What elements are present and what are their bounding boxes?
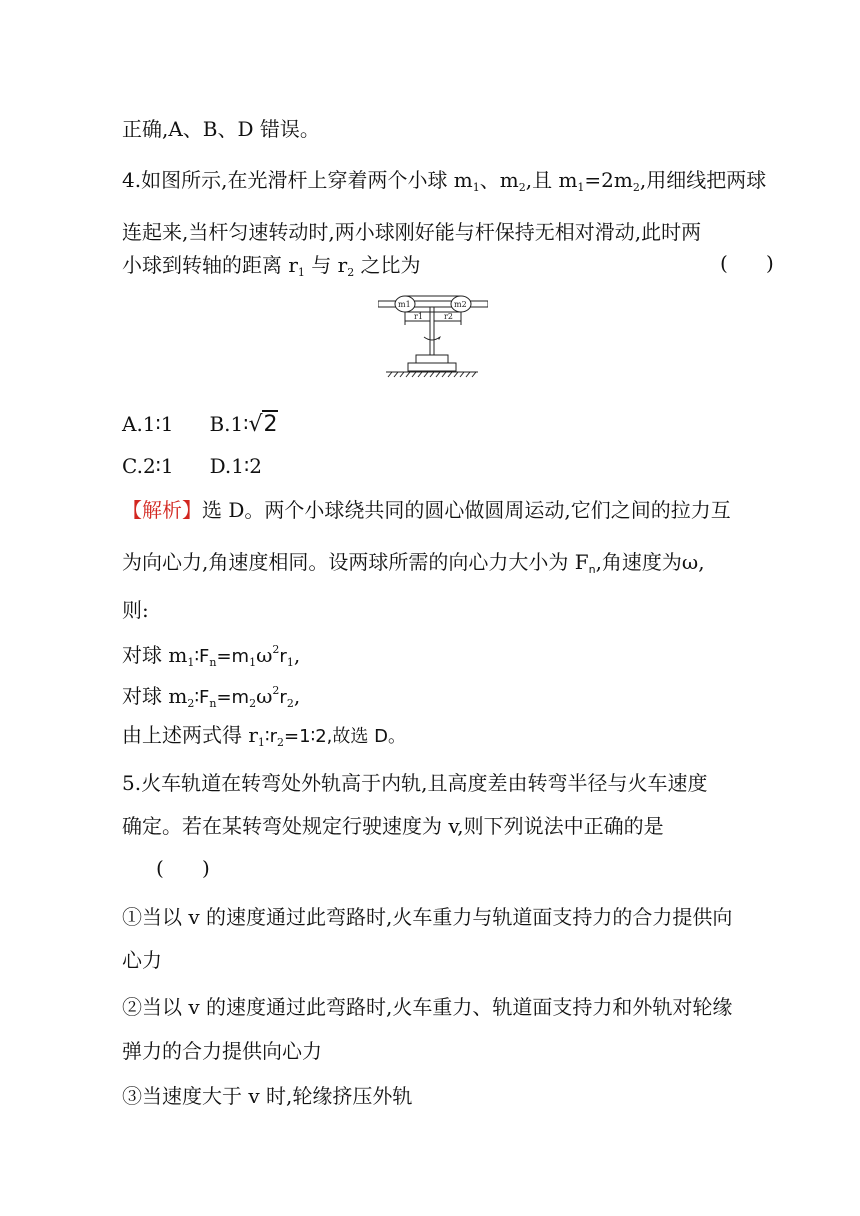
text-line: 正确,A、B、D 错误。	[122, 117, 320, 141]
label-r2: r2	[444, 312, 453, 321]
answer-bracket: ( )	[156, 856, 210, 880]
analysis-line: 则:	[122, 598, 149, 622]
answer-bracket: ( )	[720, 251, 774, 275]
statement-3: ③当速度大于 v 时,轮缘挤压外轨	[122, 1084, 413, 1108]
equation-line: 对球 $m_2∶F_n=m_2\omega^2r_2$,	[122, 684, 301, 710]
analysis-line: 为向心力,角速度相同。设两球所需的向心力大小为 $F_n$,角速度为ω,	[122, 550, 705, 576]
statement-1: 心力	[122, 948, 162, 972]
rotating-rod-figure	[378, 293, 488, 383]
question-5-line: 确定。若在某转弯处规定行驶速度为 v,则下列说法中正确的是	[122, 814, 664, 838]
option-b: B.1∶	[209, 412, 249, 436]
equation-line: 对球 $m_1∶F_n=m_1\omega^2r_1$,	[122, 643, 301, 669]
label-m2: m2	[454, 300, 467, 309]
statement-2: ②当以 v 的速度通过此弯路时,火车重力、轨道面支持力和外轨对轮缘	[122, 995, 733, 1019]
question-5-line: 5.火车轨道在转弯处外轨高于内轨,且高度差由转弯半径与火车速度	[122, 771, 708, 795]
label-m1: m1	[398, 300, 411, 309]
option-d: D.1∶2	[209, 454, 262, 478]
label-r1: r1	[414, 312, 423, 321]
sqrt-icon: √	[248, 412, 263, 437]
question-4-line: 小球到转轴的距离 $r_1$ 与 $r_2$ 之比为	[122, 253, 421, 279]
options-line	[122, 452, 262, 480]
question-4-line: 连起来,当杆匀速转动时,两小球刚好能与杆保持无相对滑动,此时两	[122, 220, 702, 244]
statement-2: 弹力的合力提供向心力	[122, 1039, 322, 1063]
statement-1: ①当以 v 的速度通过此弯路时,火车重力与轨道面支持力的合力提供向	[122, 905, 733, 929]
analysis-tag: 【解析】	[122, 498, 202, 522]
question-4-line: 4.如图所示,在光滑杆上穿着两个小球 $m_1$、$m_2$,且 $m_1=2m_2$,用细线把两球	[122, 168, 767, 194]
equation-line: 由上述两式得 $r_1∶r_2=1∶2$,故选 D。	[122, 723, 406, 749]
option-c: C.2∶1	[122, 454, 174, 478]
option-a: A.1∶1	[122, 412, 174, 436]
analysis-line: 【解析】选 D。两个小球绕共同的圆心做圆周运动,它们之间的拉力互	[122, 498, 731, 522]
options-line: A.1∶1 B.1∶√2	[122, 412, 278, 437]
